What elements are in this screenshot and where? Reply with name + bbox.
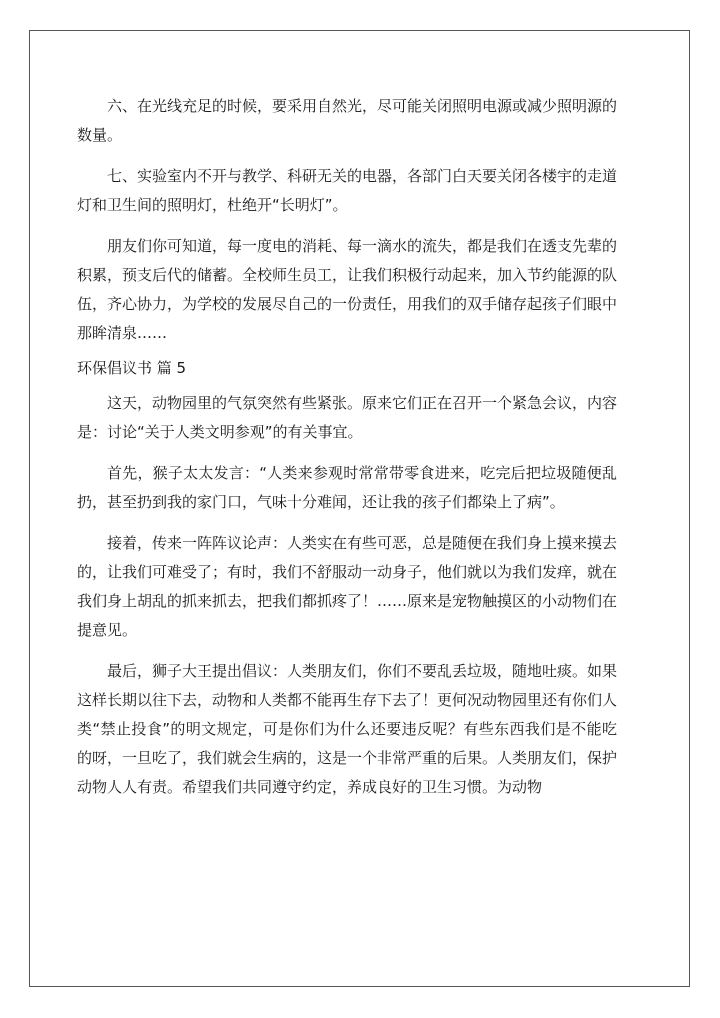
section-heading: 环保倡议书 篇 5 — [77, 359, 187, 377]
paragraph-discussion: 接着，传来一阵阵议论声：人类实在有些可恶，总是随便在我们身上摸来摸去的，让我们可难受了；有时，我们不舒服动一动身子，他们就以为我们发痒，就在我们身上胡乱的抓来抓去，把我们都抓疼了！……原来是宠物触摸区的小动物们在提意见。 — [77, 534, 618, 639]
document-body — [77, 92, 617, 802]
paragraph-seven: 七、实验室内不开与教学、科研无关的电器，各部门白天要关闭各楼宇的走道灯和卫生间的照明灯，杜绝开“长明灯”。 — [77, 167, 618, 214]
paragraph-six: 六、在光线充足的时候，要采用自然光，尽可能关闭照明电源或减少照明源的数量。 — [77, 97, 618, 144]
paragraph-monkey: 首先，猴子太太发言：“人类来参观时常常带零食进来，吃完后把垃圾随便乱扔，甚至扔到我的家门口，气味十分难闻，还让我的孩子们都染上了病”。 — [77, 464, 617, 511]
paragraph-lion: 最后，狮子大王提出倡议：人类朋友们，你们不要乱丢垃圾，随地吐痰。如果这样长期以往下去，动物和人类都不能再生存下去了！更何况动物园里还有你们人类“禁止投食”的明文规定，可是你们为什么还要违反呢？有些东西我们是不能吃的呀，一旦吃了，我们就会生病的，这是一个非常严重的后果。人类朋友们，保护动物人人有责。希望我们共同遵守约定，养成良好的卫生习惯。为动物 — [77, 662, 618, 796]
paragraph-zoo-intro: 这天，动物园里的气氛突然有些紧张。原来它们正在召开一个紧急会议，内容是：讨论“关于人类文明参观”的有关事宜。 — [77, 394, 618, 441]
paragraph-appeal: 朋友们你可知道，每一度电的消耗、每一滴水的流失，都是我们在透支先辈的积累，预支后代的储蓄。全校师生员工，让我们积极行动起来，加入节约能源的队伍，齐心协力，为学校的发展尽自己的一份责任，用我们的双手储存起孩子们眼中那眸清泉…… — [77, 237, 618, 342]
